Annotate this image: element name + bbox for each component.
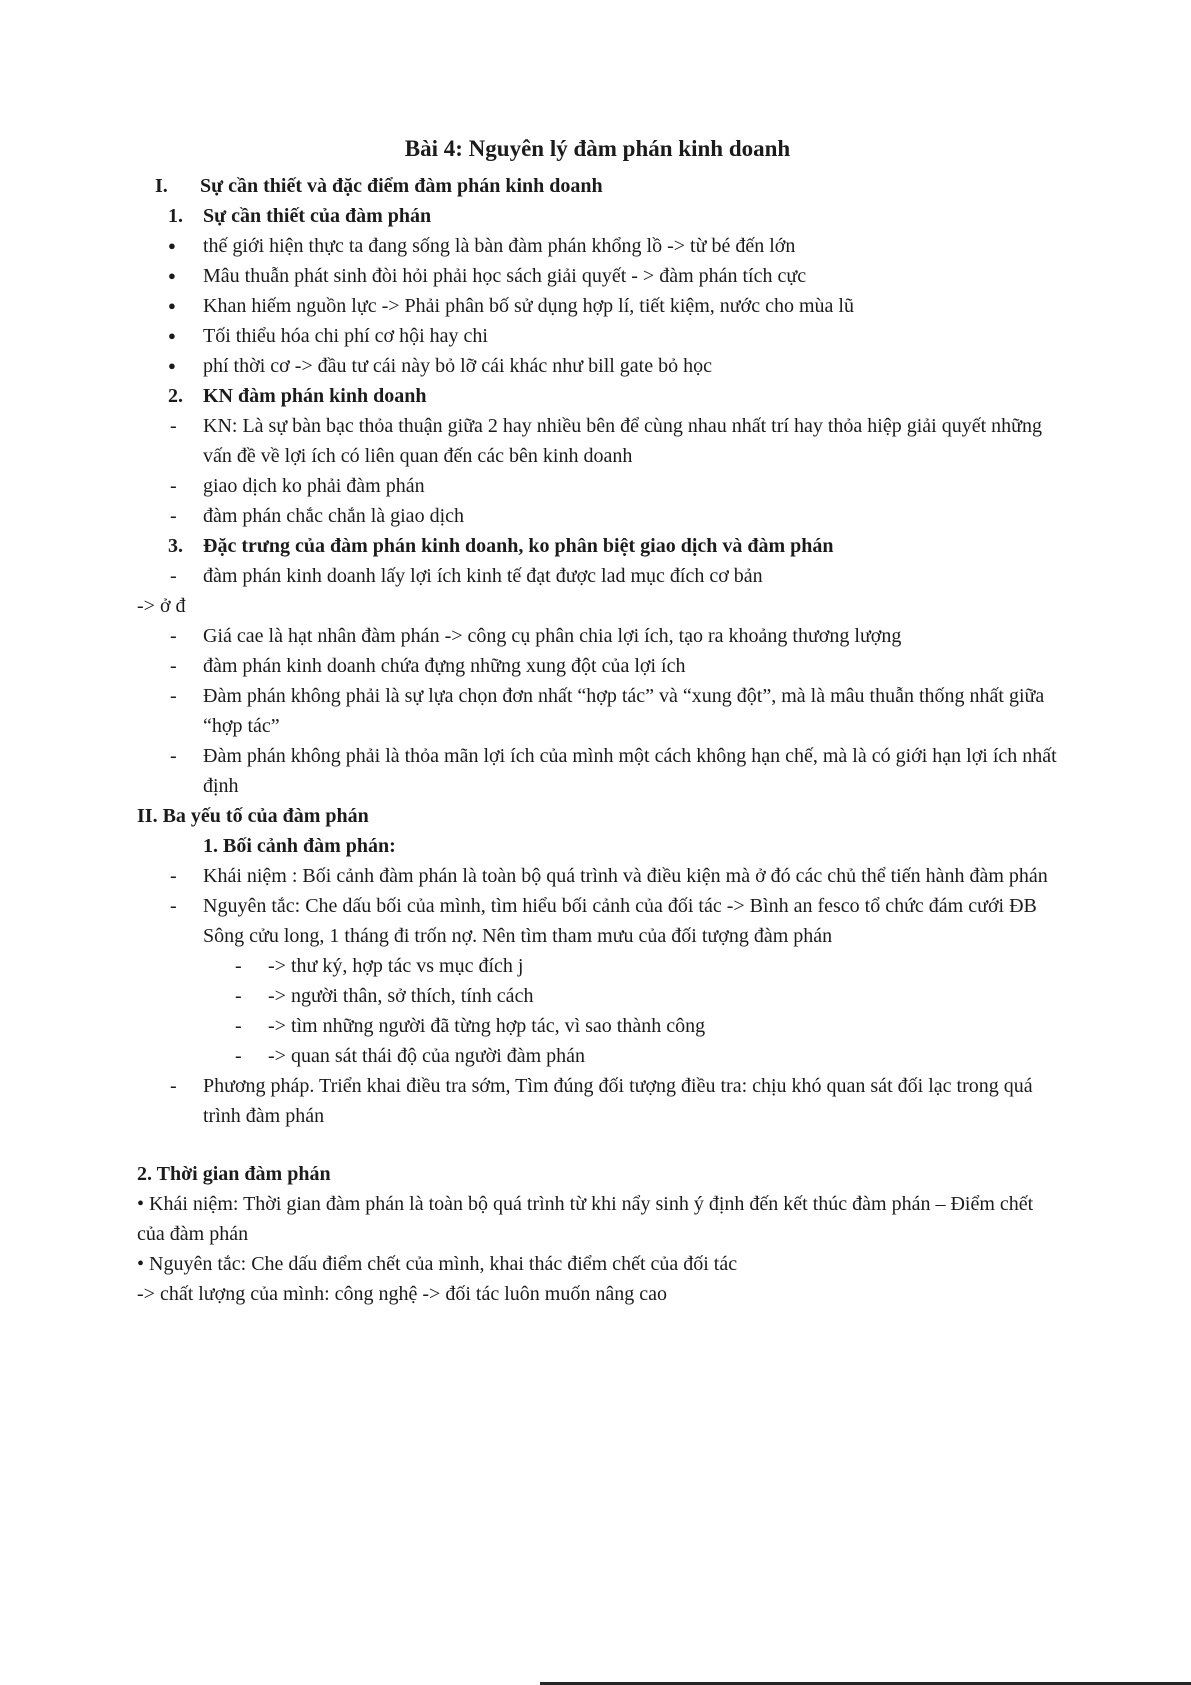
bullet-item [168,291,1058,321]
line-text: -> quan sát thái độ của người đàm phán [268,1045,586,1067]
line-text: Phương pháp. Triển khai điều tra sớm, Tìm đúng đối tượng điều tra: chịu khó quan sát đối lạc trong quá trình đàm phán [203,1075,1038,1127]
dash-marker: - [170,415,177,437]
dash-marker: - [170,505,177,527]
line-text: Đàm phán không phải là thỏa mãn lợi ích của mình một cách không hạn chế, mà là có giới hạn lợi ích nhất định [203,745,1062,797]
bullet-item [168,321,1058,351]
line-text: Tối thiểu hóa chi phí cơ hội hay chi [203,325,488,347]
subheading-boi-canh [203,831,1058,861]
bullet-item [168,231,1058,261]
line-text: 2. Thời gian đàm phán [137,1163,331,1185]
line-text: • Nguyên tắc: Che dấu điểm chết của mình, khai thác điểm chết của đối tác [137,1253,738,1275]
dash-marker: - [235,1015,242,1037]
line-text: Mâu thuẫn phát sinh đòi hỏi phải học sách giải quyết - > đàm phán tích cực [203,265,807,287]
line-text: II. Ba yếu tố của đàm phán [137,805,369,827]
dash-item [170,861,1058,891]
sub-dash-item [235,1041,1058,1071]
line-text: Sự cần thiết của đàm phán [203,205,432,227]
line-text: KN: Là sự bàn bạc thỏa thuận giữa 2 hay nhiều bên để cùng nhau nhất trí hay thỏa hiệp giải quyết những vấn đề về lợi ích có liên quan đến các bên kinh doanh [203,415,1047,467]
blank-line [137,1131,1058,1159]
bullet-icon: ● [168,238,176,253]
line-text: Khan hiếm nguồn lực -> Phải phân bố sử dụng hợp lí, tiết kiệm, nước cho mùa lũ [203,295,854,317]
dash-item [170,651,1058,681]
line-text: đàm phán kinh doanh chứa đựng những xung đột của lợi ích [203,655,686,677]
line-text: Giá cae là hạt nhân đàm phán -> công cụ phân chia lợi ích, tạo ra khoảng thương lượng [203,625,902,647]
dash-marker: - [170,655,177,677]
sub-dash-item [235,1011,1058,1041]
line-text: đàm phán chắc chắn là giao dịch [203,505,464,527]
paragraph [137,1189,1058,1249]
number-marker: 3. [168,535,183,557]
line-text: 1. Bối cảnh đàm phán: [203,835,396,857]
paragraph [137,1249,1058,1279]
line-text: -> ở đ [137,595,186,617]
dash-marker: - [170,685,177,707]
roman-marker: I. [155,175,168,197]
line-text: -> người thân, sở thích, tính cách [268,985,534,1007]
paragraph [137,1279,1058,1309]
sub-dash-item [235,951,1058,981]
dash-marker: - [170,475,177,497]
dash-item [170,501,1058,531]
line-text: Đàm phán không phải là sự lựa chọn đơn nhất “hợp tác” và “xung đột”, mà là mâu thuẫn thống nhất giữa “hợp tác” [203,685,1050,737]
subheading-thoi-gian [137,1159,1058,1189]
line-text: Khái niệm : Bối cảnh đàm phán là toàn bộ quá trình và điều kiện mà ở đó các chủ thể tiến hành đàm phán [203,865,1048,887]
dash-marker: - [235,1045,242,1067]
dash-item [170,621,1058,651]
number-marker: 1. [168,205,183,227]
dash-marker: - [235,985,242,1007]
dash-item [170,471,1058,501]
dash-marker: - [170,1075,177,1097]
bullet-icon: ● [168,298,176,313]
line-text: đàm phán kinh doanh lấy lợi ích kinh tế đạt được lad mục đích cơ bản [203,565,763,587]
line-text: Sự cần thiết và đặc điểm đàm phán kinh doanh [200,175,603,197]
dash-item [170,1071,1058,1131]
numbered-heading [168,201,1058,231]
section-heading-ii [137,801,1058,831]
dash-item [170,681,1058,741]
dash-marker: - [235,955,242,977]
line-text: KN đàm phán kinh doanh [203,385,427,407]
number-marker: 2. [168,385,183,407]
bullet-icon: ● [168,268,176,283]
sub-dash-item [235,981,1058,1011]
line-text: thế giới hiện thực ta đang sống là bàn đàm phán khổng lồ -> từ bé đến lớn [203,235,796,257]
line-text: -> tìm những người đã từng hợp tác, vì sao thành công [268,1015,706,1037]
dash-item [170,411,1058,471]
numbered-heading [168,381,1058,411]
numbered-heading [168,531,1058,561]
bullet-icon: ● [168,328,176,343]
note-line [137,591,1058,621]
line-text: -> thư ký, hợp tác vs mục đích j [268,955,524,977]
line-text: phí thời cơ -> đầu tư cái này bỏ lỡ cái khác như bill gate bỏ học [203,355,712,377]
line-text: -> chất lượng của mình: công nghệ -> đối tác luôn muốn nâng cao [137,1283,667,1305]
line-text: giao dịch ko phải đàm phán [203,475,425,497]
dash-marker: - [170,745,177,767]
line-text: Nguyên tắc: Che dấu bối của mình, tìm hiểu bối cảnh của đối tác -> Bình an fesco tổ chức đám cưới ĐB Sông cửu long, 1 tháng đi trốn nợ. Nên tìm tham mưu của đối tượng đàm phán [203,895,1042,947]
dash-marker: - [170,865,177,887]
bullet-item [168,261,1058,291]
bullet-icon: ● [168,358,176,373]
dash-item [170,741,1062,801]
dash-marker: - [170,625,177,647]
dash-marker: - [170,565,177,587]
line-text: Đặc trưng của đàm phán kinh doanh, ko phân biệt giao dịch và đàm phán [203,535,834,557]
dash-marker: - [170,895,177,917]
document-title: Bài 4: Nguyên lý đàm phán kinh doanh [404,136,791,161]
bullet-item [168,351,1058,381]
line-text: • Khái niệm: Thời gian đàm phán là toàn bộ quá trình từ khi nẩy sinh ý định đến kết thúc đàm phán – Điểm chết của đàm phán [137,1193,1039,1245]
dash-item [170,561,1058,591]
section-heading-i [155,171,1058,201]
dash-item [170,891,1058,951]
